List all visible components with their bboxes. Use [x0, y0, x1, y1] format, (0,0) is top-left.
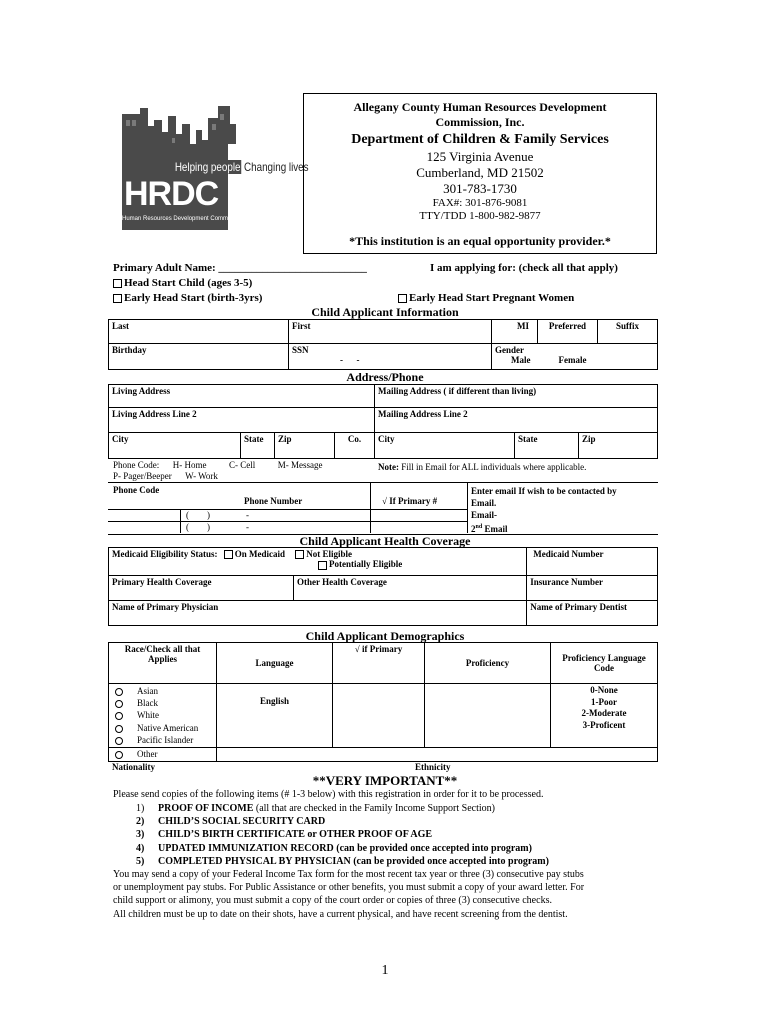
mailing-city-field[interactable]: [375, 433, 515, 459]
on-medicaid-option[interactable]: On Medicaid: [234, 549, 286, 559]
race-header-line1: Race/Check all that: [124, 644, 201, 654]
applying-for-label: I am applying for: (check all that apply): [430, 262, 618, 274]
checkbox-icon[interactable]: [224, 550, 233, 559]
checkbox-icon[interactable]: [113, 279, 122, 288]
code-poor: 1-Poor: [591, 696, 617, 707]
medicaid-status-field[interactable]: [109, 548, 527, 576]
email-header-line2: Email.: [471, 498, 497, 508]
radio-icon[interactable]: [115, 725, 123, 733]
proficiency-code-list: [551, 684, 658, 748]
instructions-line2: or unemployment pay stubs. For Public Assistance or other benefits, you must submit a copy of your award letter. For: [113, 882, 585, 894]
mi-field[interactable]: [492, 320, 538, 344]
address-line1: 125 Virginia Avenue: [426, 149, 534, 165]
field-label: Suffix: [615, 321, 639, 331]
if-primary-header: [333, 643, 425, 684]
race-option-pacific-islander[interactable]: [115, 734, 213, 746]
radio-icon[interactable]: [115, 751, 123, 759]
if-primary-header: √ If Primary #: [382, 496, 438, 506]
county-field[interactable]: [335, 433, 375, 459]
email-header: [471, 485, 617, 535]
field-label: SSN: [292, 345, 309, 355]
language-header-label: Language: [255, 658, 294, 668]
primary-dentist-field[interactable]: [527, 601, 658, 626]
mailing-state-field[interactable]: [515, 433, 579, 459]
proficiency-code-header: [551, 643, 658, 684]
field-label: MI: [517, 321, 529, 331]
agency-header-box: [303, 93, 657, 254]
phone-code-header: Phone Code: [113, 485, 160, 495]
code-moderate: 2-Moderate: [581, 708, 627, 718]
phone-code-line2: P- Pager/Beeper W- Work: [113, 471, 218, 481]
org-name-line2: Commission, Inc.: [435, 114, 525, 129]
instructions-line4: All children must be up to date on their shots, have a current physical, and have recent screening from the dentist.: [113, 908, 568, 920]
address-line2: Cumberland, MD 21502: [416, 165, 544, 181]
race-label: Native American: [137, 722, 199, 733]
required-item-3: [136, 828, 549, 841]
primary-adult-name[interactable]: Primary Adult Name: ___________________________: [113, 262, 367, 274]
birthday-field[interactable]: [109, 344, 289, 370]
not-eligible-option[interactable]: Not Eligible: [306, 549, 353, 559]
race-options: [109, 684, 217, 748]
instructions-line3: child support or alimony, you must submit a copy of the court order or copies of three (3) consecutive checks.: [113, 895, 552, 907]
race-option-white[interactable]: [115, 709, 213, 721]
phone-number-header: Phone Number: [244, 496, 303, 506]
gender-female-option[interactable]: Female: [558, 355, 587, 365]
proficiency-cell[interactable]: [425, 684, 551, 748]
section-title-demographics: Child Applicant Demographics: [305, 629, 465, 643]
phone-row-2[interactable]: [186, 522, 249, 532]
living-address-field[interactable]: [109, 385, 375, 408]
field-label: Mailing Address ( if different than living): [378, 386, 537, 396]
equal-opportunity-statement: *This institution is an equal opportunity provider.*: [349, 234, 611, 248]
other-health-coverage-field[interactable]: [294, 576, 527, 601]
very-important-title: **VERY IMPORTANT**: [312, 773, 458, 788]
phone-dash: -: [246, 522, 249, 532]
email-field-1[interactable]: Email-: [471, 510, 497, 520]
last-name-field[interactable]: [109, 320, 289, 344]
radio-icon[interactable]: [115, 737, 123, 745]
field-label: Preferred: [548, 321, 587, 331]
instructions-line1: You may send a copy of your Federal Income Tax form for the most recent tax year or three (3) consecutive pay stubs: [113, 869, 584, 880]
race-label: White: [137, 710, 159, 721]
proficiency-header: [425, 643, 551, 684]
logo-tagline-a: Helping people: [174, 160, 241, 174]
language-cell[interactable]: [217, 684, 333, 748]
living-state-field[interactable]: [241, 433, 275, 459]
area-code-field[interactable]: ( ): [186, 522, 210, 532]
important-intro: Please send copies of the following items (# 1-3 below) with this registration in order for it to be processed.: [113, 789, 544, 800]
field-label: Name of Primary Physician: [112, 602, 219, 612]
logo-acronym: HRDC: [124, 175, 219, 213]
race-label: Asian: [137, 686, 158, 696]
phone-code-legend: [113, 460, 322, 482]
phone-row-1[interactable]: [186, 510, 249, 520]
tty-number: TTY/TDD 1-800-982-9877: [419, 210, 541, 223]
race-label: Black: [137, 698, 158, 709]
item-bold: PROOF OF INCOME: [158, 803, 254, 814]
language-header: [217, 643, 333, 684]
field-label: Living Address Line 2: [112, 409, 197, 419]
field-label: Name of Primary Dentist: [530, 602, 627, 612]
proficiency-header-label: Proficiency: [465, 658, 510, 668]
potentially-eligible-option[interactable]: Potentially Eligible: [329, 559, 403, 570]
item-rest: (all that are checked in the Family Income Support Section): [253, 803, 495, 814]
race-option-asian[interactable]: [115, 685, 213, 697]
org-name-line1: Allegany County Human Resources Development: [353, 100, 607, 114]
ssn-dashes: - -: [340, 355, 360, 365]
code-proficient: 3-Proficent: [582, 719, 626, 730]
field-label: Birthday: [112, 345, 147, 355]
item-number: 5): [136, 855, 145, 867]
field-label: Living Address: [112, 386, 171, 396]
field-label: Last: [112, 321, 130, 331]
living-address-line2-field[interactable]: [109, 408, 375, 433]
option-early-head-start-pregnant[interactable]: [398, 292, 574, 304]
note-label: Note:: [378, 462, 399, 472]
checkbox-icon[interactable]: [113, 294, 122, 303]
ethnicity-field[interactable]: Ethnicity: [415, 762, 451, 772]
medicaid-label: Medicaid Eligibility Status:: [112, 549, 218, 559]
living-zip-field[interactable]: [275, 433, 335, 459]
language-english: English: [259, 696, 290, 706]
field-label: City: [112, 434, 129, 444]
department-name: Department of Children & Family Services: [351, 132, 609, 148]
area-code-field[interactable]: ( ): [186, 510, 210, 520]
item-bold: COMPLETED PHYSICAL BY PHYSICIAN (can be provided once accepted into program): [158, 855, 549, 867]
field-label: Mailing Address Line 2: [378, 409, 468, 419]
required-item-2: [136, 815, 549, 828]
item-bold: CHILD’S BIRTH CERTIFICATE or OTHER PROOF OF AGE: [158, 829, 433, 841]
ssn-field[interactable]: [289, 344, 492, 370]
field-label: State: [518, 434, 538, 444]
suffix-field[interactable]: [598, 320, 658, 344]
mailing-address-field[interactable]: [375, 385, 658, 408]
radio-icon[interactable]: [115, 700, 123, 708]
field-label: First: [292, 321, 311, 331]
radio-icon[interactable]: [115, 712, 123, 720]
income-instructions: [113, 868, 584, 921]
child-info-table: [108, 319, 658, 370]
primary-health-coverage-field[interactable]: [109, 576, 294, 601]
field-label: State: [244, 434, 264, 444]
item-number: 2): [136, 816, 145, 828]
health-table: [108, 547, 658, 626]
required-item-5: [136, 855, 549, 868]
radio-icon[interactable]: [115, 688, 123, 696]
email-header-line1: Enter email If wish to be contacted by: [471, 486, 617, 496]
medicaid-number-field[interactable]: [527, 548, 658, 576]
phone-number: 301-783-1730: [443, 181, 517, 197]
note-text: Fill in Email for ALL individuals where applicable.: [401, 462, 587, 472]
if-primary-cell[interactable]: [333, 684, 425, 748]
item-number: 1): [136, 803, 145, 814]
race-option-other[interactable]: [109, 748, 217, 762]
field-label: City: [378, 434, 395, 444]
insurance-number-field[interactable]: [527, 576, 658, 601]
field-label: Primary Health Coverage: [112, 577, 212, 587]
item-bold: CHILD’S SOCIAL SECURITY CARD: [158, 816, 326, 828]
living-city-field[interactable]: [109, 433, 241, 459]
fax-number: FAX#: 301-876-9081: [432, 196, 528, 209]
section-title-health: Child Applicant Health Coverage: [299, 534, 471, 548]
address-table: [108, 384, 658, 459]
race-header-line2: Applies: [147, 654, 177, 664]
field-label: Medicaid Number: [533, 549, 604, 559]
race-option-black[interactable]: [115, 697, 213, 709]
logo-subtitle: Human Resources Development Commission: [122, 216, 244, 222]
section-title-child-info: Child Applicant Information: [311, 305, 459, 319]
option-head-start-child[interactable]: [113, 277, 252, 289]
race-label: Pacific Islander: [137, 734, 194, 745]
field-label: Zip: [582, 434, 596, 444]
gender-field[interactable]: [492, 344, 658, 370]
option-label: Head Start Child (ages 3-5): [124, 277, 253, 289]
field-label: Co.: [347, 434, 362, 444]
required-documents-list: [136, 802, 549, 868]
logo-tagline-b: Changing lives: [244, 160, 309, 174]
item-bold: UPDATED IMMUNIZATION RECORD (can be provided once accepted into program): [158, 842, 532, 854]
field-label: Insurance Number: [530, 577, 603, 587]
field-label: Zip: [278, 434, 292, 444]
preferred-field[interactable]: [538, 320, 598, 344]
required-item-4: [136, 842, 549, 855]
item-number: 4): [136, 842, 145, 854]
proficiency-code-line1: Proficiency Language: [562, 653, 646, 663]
email-note: [378, 462, 586, 472]
checkbox-icon[interactable]: [318, 561, 327, 570]
option-early-head-start[interactable]: [113, 292, 262, 304]
demographics-table: [108, 642, 658, 762]
section-title-address: Address/Phone: [346, 370, 424, 384]
race-label: Other: [137, 749, 158, 760]
primary-physician-field[interactable]: [109, 601, 527, 626]
mailing-zip-field[interactable]: [579, 433, 658, 459]
first-name-field[interactable]: [289, 320, 492, 344]
field-label: Gender: [495, 345, 524, 355]
required-item-1: [136, 802, 549, 815]
hrdc-logo: [118, 104, 309, 230]
checkbox-icon[interactable]: [398, 294, 407, 303]
option-label: Early Head Start (birth-3yrs): [124, 292, 263, 304]
code-none: 0-None: [590, 685, 618, 695]
option-label: Early Head Start Pregnant Women: [409, 292, 575, 304]
proficiency-code-line2: Code: [594, 663, 614, 673]
nationality-field[interactable]: Nationality: [112, 762, 156, 772]
field-label: Other Health Coverage: [297, 577, 387, 587]
page-number: 1: [381, 963, 389, 978]
phone-dash: -: [246, 510, 249, 520]
gender-male-option[interactable]: Male: [511, 355, 531, 365]
checkbox-icon[interactable]: [295, 550, 304, 559]
if-primary-header-label: √ if Primary: [354, 644, 403, 654]
phone-code-line1: Phone Code: H- Home C- Cell M- Message: [113, 460, 323, 470]
logo-tagline: [174, 160, 309, 174]
race-header: [109, 643, 217, 684]
mailing-address-line2-field[interactable]: [375, 408, 658, 433]
race-option-native-american[interactable]: [115, 722, 213, 734]
email-field-2[interactable]: 2nd Email: [471, 524, 508, 534]
item-number: 3): [136, 829, 145, 841]
